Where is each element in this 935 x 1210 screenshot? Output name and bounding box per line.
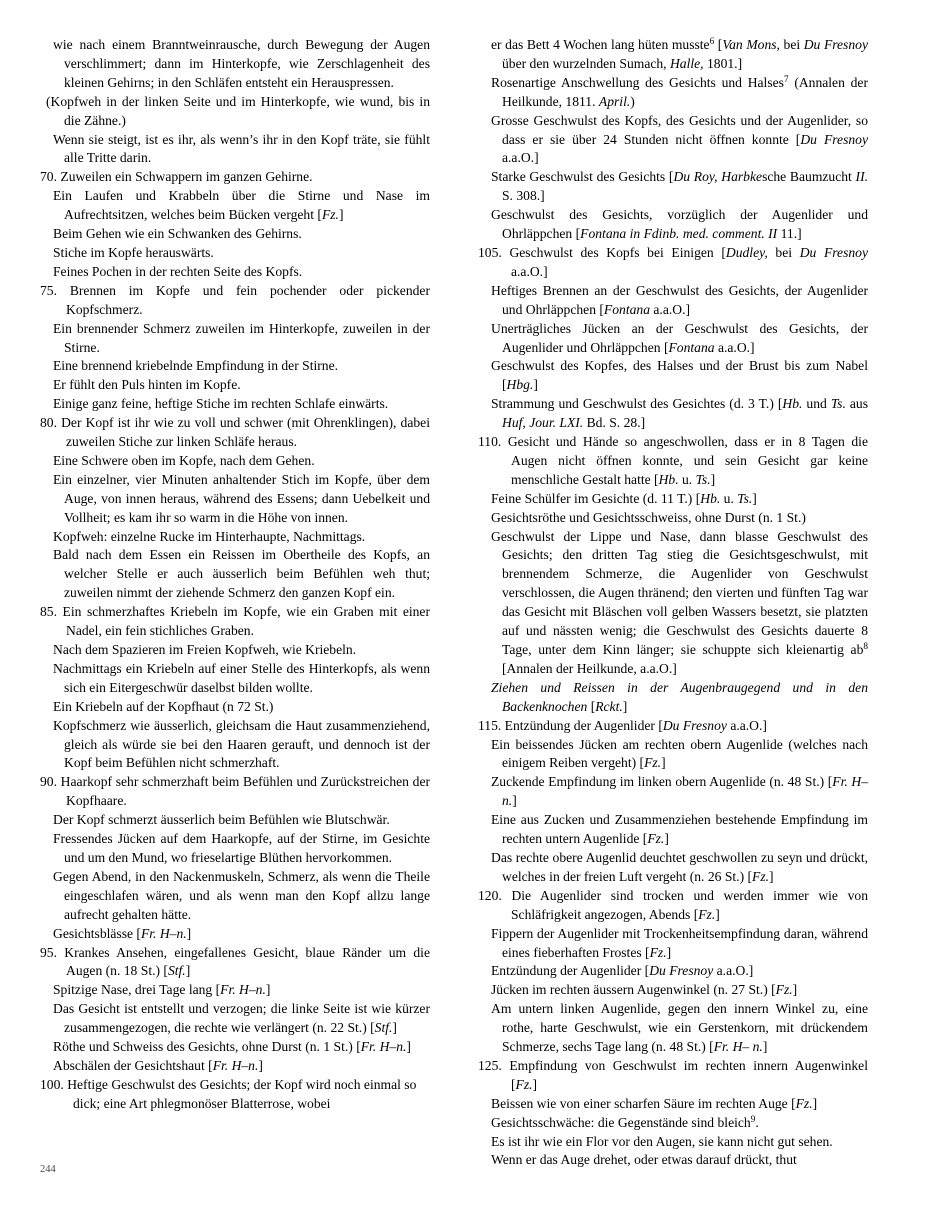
symptom-entry: Das Gesicht ist entstellt und verzogen; die linke Seite ist wie kürzer zusammengezogen, die rechte wie verlängert (n. 22 St.) [Stf.]: [53, 1001, 430, 1036]
symptom-entry: Er fühlt den Puls hinten im Kopfe.: [53, 377, 241, 393]
symptom-entry: er das Bett 4 Wochen lang hüten musste$^6$ [Van Mons, bei Du Fresnoy über den wurzelnden Sumach, Halle, 1801.]: [491, 36, 868, 71]
symptom-entry: Feines Pochen in der rechten Seite des Kopfs.: [53, 263, 303, 279]
symptom-entry: Fressendes Jücken auf dem Haarkopfe, auf der Stirne, im Gesichte und um den Mund, wo frieselartige Blüthen hervorkommen.: [53, 831, 430, 865]
symptom-entry: Unerträgliches Jücken an der Geschwulst des Gesichts, der Augenlider und Ohrläppchen [Fontana a.a.O.]: [491, 320, 868, 355]
numbered-symptom-entry: 115. Entzündung der Augenlider [Du Fresnoy a.a.O.]: [478, 717, 767, 733]
symptom-entry: Ein einzelner, vier Minuten anhaltender Stich im Kopfe, über dem Auge, von innen heraus, während des Essens; dann Uebelkeit und Vollheit; es kam ihr so warm in die Höhe von innen.: [53, 471, 430, 525]
symptom-entry: Eine aus Zucken und Zusammenziehen bestehende Empfindung im rechten untern Augenlide [Fz.]: [491, 812, 868, 847]
left-text-column: [40, 36, 430, 1170]
symptom-entry: Einige ganz feine, heftige Stiche im rechten Schlafe einwärts.: [53, 396, 389, 412]
symptom-entry: Entzündung der Augenlider [Du Fresnoy a.a.O.]: [491, 963, 754, 979]
symptom-entry: Feine Schülfer im Gesichte (d. 11 T.) [Hb. u. Ts.]: [491, 490, 757, 506]
symptom-entry: Ein Laufen und Krabbeln über die Stirne und Nase im Aufrechtsitzen, welches beim Bücken vergeht [Fz.]: [53, 188, 430, 223]
symptom-entry: Wenn sie steigt, ist es ihr, als wenn’s ihr in den Kopf träte, sie fühlt alle Tritte darin.: [53, 131, 430, 166]
symptom-entry: Stiche im Kopfe herauswärts.: [53, 244, 214, 260]
numbered-symptom-entry: 110. Gesicht und Hände so angeschwollen, dass er in 8 Tagen die Augen nicht öffnen konnte, und sein Gesicht gar keine menschliche Gestalt hatte [Hb. u. Ts.]: [478, 434, 868, 487]
numbered-symptom-entry: 120. Die Augenlider sind trocken und werden immer wie von Schläfrigkeit angezogen, Abends [Fz.]: [478, 887, 868, 922]
symptom-entry: Grosse Geschwulst des Kopfs, des Gesichts und der Augenlider, so dass er sie über 24 Stunden nicht öffnen konnte [Du Fresnoy a.a.O.]: [491, 112, 868, 166]
symptom-entry: Nach dem Spazieren im Freien Kopfweh, wie Kriebeln.: [53, 642, 357, 657]
symptom-entry: Zuckende Empfindung im linken obern Augenlide (n. 48 St.) [Fr. H–n.]: [491, 774, 869, 809]
symptom-entry: Ein brennender Schmerz zuweilen im Hinterkopfe, zuweilen in der Stirne.: [53, 320, 430, 355]
symptom-entry: Ein beissendes Jücken am rechten obern Augenlide (welches nach einigem Reiben vergeht) [Fz.]: [491, 736, 868, 771]
symptom-entry: Geschwulst des Gesichts, vorzüglich der Augenlider und Ohrläppchen [Fontana in Fdinb. med. comment. II 11.]: [491, 207, 868, 242]
page-number: 244: [40, 1164, 56, 1175]
numbered-symptom-entry: 100. Heftige Geschwulst des Gesichts; der Kopf wird noch einmal so dick; eine Art phlegmonöser Blatterrose, wobei: [40, 1076, 417, 1111]
symptom-entry: Der Kopf schmerzt äusserlich beim Befühlen wie Blutschwär.: [53, 812, 390, 828]
symptom-entry: Es ist ihr wie ein Flor vor den Augen, sie kann nicht gut sehen.: [491, 1133, 833, 1149]
symptom-entry: Röthe und Schweiss des Gesichts, ohne Durst (n. 1 St.) [Fr. H–n.]: [53, 1039, 411, 1055]
symptom-entry: Ein Kriebeln auf der Kopfhaut (n 72 St.): [53, 698, 274, 714]
symptom-entry: Geschwulst der Lippe und Nase, dann blasse Geschwulst des Gesichts; den dritten Tag stieg die Gesichtsgeschwulst, mit brennendem Schmerze, die Augenlider von Geschwulst verschlossen, die Augen thränend; den vierten und fünften Tag war das Gesicht mit Bläschen voll gelben Wassers besetzt, sie platzten auf und nässten wenig; die Geschwulst des Gesichts dauerte 8 Tage, unter dem Kinn länger; sie schuppte sich kleienartig $ab^8$ [Annalen der Heilkunde, a.a.O.]: [491, 528, 868, 676]
symptom-entry: Am untern linken Augenlide, gegen den innern Winkel zu, eine rothe, harte Geschwulst, wie ein Gerstenkorn, mit drückendem Schmerze, sechs Tage lang (n. 48 St.) [Fr. H– n.]: [491, 1001, 868, 1055]
symptom-entry: Nachmittags ein Kriebeln auf einer Stelle des Hinterkopfs, als wenn sich ein Eitergeschwür daselbst bilden wollte.: [53, 660, 430, 695]
symptom-entry: Kopfschmerz wie äusserlich, gleichsam die Haut zusammenziehend, gleich als würde sie bei den Haaren gerauft, und dennoch ist der Kopf beim Befühlen nicht schmerzhaft.: [53, 717, 430, 771]
symptom-entry: Ziehen und Reissen in der Augenbraugegend und in den Backenknochen [Rckt.]: [491, 679, 868, 714]
symptom-entry: Strammung und Geschwulst des Gesichtes (d. 3 T.) [Hb. und Ts. aus Huf, Jour. LXI. Bd. S. 28.]: [491, 396, 868, 431]
numbered-symptom-entry: 70. Zuweilen ein Schwappern im ganzen Gehirne.: [40, 169, 313, 185]
symptom-entry: Das rechte obere Augenlid deuchtet geschwollen zu seyn und drückt, welches in der freien Luft vergeht (n. 26 St.) [Fz.]: [491, 849, 868, 884]
symptom-entry: Geschwulst des Kopfes, des Halses und der Brust bis zum Nabel [Hbg.]: [491, 358, 868, 393]
symptom-entry: Gesichtsschwäche: die Gegenstände sind bleich$^9$.: [491, 1113, 759, 1130]
numbered-symptom-entry: 95. Krankes Ansehen, eingefallenes Gesicht, blaue Ränder um die Augen (n. 18 St.) [Stf.]: [40, 944, 430, 979]
numbered-symptom-entry: 80. Der Kopf ist ihr wie zu voll und schwer (mit Ohrenklingen), dabei zuweilen Stiche zur linken Schläfe heraus.: [40, 415, 430, 450]
symptom-entry: Eine brennend kriebelnde Empfindung in der Stirne.: [53, 358, 339, 374]
two-column-body: [40, 36, 895, 1170]
numbered-symptom-entry: 105. Geschwulst des Kopfs bei Einigen [Dudley, bei Du Fresnoy a.a.O.]: [478, 244, 868, 279]
symptom-entry: Rosenartige Anschwellung des Gesichts und Halses$^7$ (Annalen der Heilkunde, 1811. April.): [491, 74, 868, 109]
right-text-column: [478, 36, 868, 1170]
numbered-symptom-entry: 125. Empfindung von Geschwulst im rechten innern Augenwinkel [Fz.]: [478, 1057, 868, 1092]
symptom-entry: Bald nach dem Essen ein Reissen im Obertheile des Kopfs, an welcher Stelle er auch äusserlich beim Befühlen weh thut; zuweilen nimmt der ziehende Schmerz den ganzen Kopf ein.: [53, 547, 430, 601]
symptom-entry: Wenn er das Auge drehet, oder etwas darauf drückt, thut: [491, 1152, 797, 1168]
symptom-entry: Starke Geschwulst des Gesichts [Du Roy, Harbkesche Baumzucht II. S. 308.]: [491, 169, 868, 204]
symptom-entry: Gesichtsblässe [Fr. H–n.]: [53, 925, 192, 941]
numbered-symptom-entry: 75. Brennen im Kopfe und fein pochender oder pickender Kopfschmerz.: [40, 282, 430, 317]
symptom-entry: wie nach einem Branntweinrausche, durch Bewegung der Augen verschlimmert; dann im Hinterkopfe, wie Zerschlagenheit des kleinen Gehirns; in den Schläfen entsteht ein Herauspressen.: [53, 37, 430, 90]
symptom-entry: Beim Gehen wie ein Schwanken des Gehirns.: [53, 226, 302, 242]
numbered-symptom-entry: 85. Ein schmerzhaftes Kriebeln im Kopfe, wie ein Graben mit einer Nadel, ein fein stichliches Graben.: [40, 604, 430, 639]
symptom-entry: Gesichtsröthe und Gesichtsschweiss, ohne Durst (n. 1 St.): [491, 509, 806, 525]
symptom-entry: Gegen Abend, in den Nackenmuskeln, Schmerz, als wenn die Theile eingeschlafen wären, und als wenn man den Kopf allzu lange aufrecht gehalten hätte.: [53, 868, 430, 922]
symptom-entry: Fippern der Augenlider mit Trockenheitsempfindung daran, während eines fieberhaften Frostes [Fz.]: [491, 925, 868, 960]
symptom-entry: (Kopfweh in der linken Seite und im Hinterkopfe, wie wund, bis in die Zähne.): [46, 93, 430, 128]
symptom-entry: Eine Schwere oben im Kopfe, nach dem Gehen.: [53, 452, 315, 468]
symptom-entry: Abschälen der Gesichtshaut [Fr. H–n.]: [53, 1057, 263, 1073]
symptom-entry: Heftiges Brennen an der Geschwulst des Gesichts, der Augenlider und Ohrläppchen [Fontana a.a.O.]: [491, 282, 868, 317]
symptom-entry: Spitzige Nase, drei Tage lang [Fr. H–n.]: [53, 982, 271, 998]
numbered-symptom-entry: 90. Haarkopf sehr schmerzhaft beim Befühlen und Zurückstreichen der Kopfhaare.: [40, 774, 430, 809]
symptom-entry: Jücken im rechten äussern Augenwinkel (n. 27 St.) [Fz.]: [491, 982, 798, 998]
symptom-entry: Beissen wie von einer scharfen Säure im rechten Auge [Fz.]: [491, 1095, 818, 1111]
symptom-entry: Kopfweh: einzelne Rucke im Hinterhaupte, Nachmittags.: [53, 528, 366, 544]
